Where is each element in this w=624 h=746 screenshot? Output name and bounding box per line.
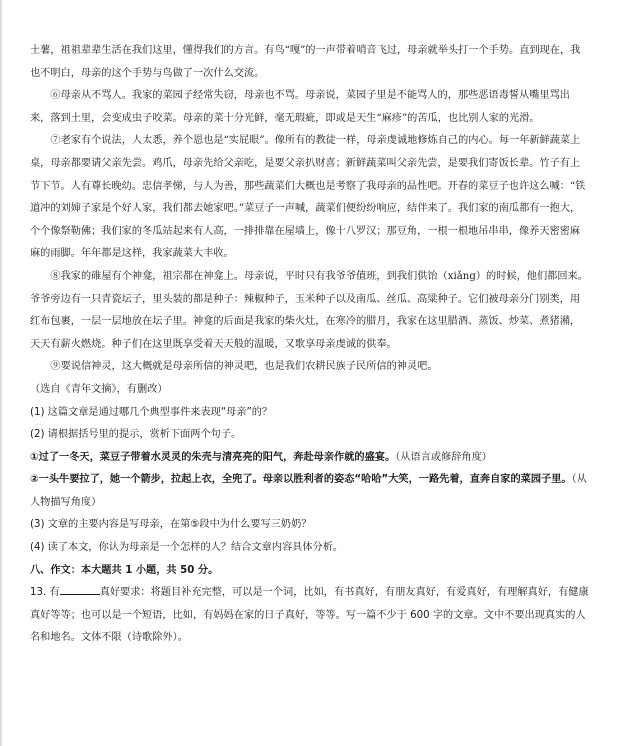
question-2-sentence-2-text: ②一头牛要拉了，她一个箭步，拉起上衣，全兜了。母亲以胜利者的姿态“哈哈”大笑，一路先着，直奔自家的菜园子里。	[30, 474, 572, 486]
question-3: (3) 文章的主要内容是写母亲，在第⑤段中为什么要写三奶奶？	[30, 519, 312, 531]
section-8-heading: 八、作文：本大题共 1 小题，共 50 分。	[30, 564, 219, 576]
question-13-prefix: 13. 有	[30, 587, 60, 599]
article-source: （选自《青年文摘》，有删改）	[30, 383, 168, 395]
question-2-sentence-1-text: ①过了一冬天，菜豆子带着水灵灵的朱壳与清亮亮的阳气，奔赴母亲作就的盛宴。	[30, 451, 396, 463]
article-paragraph-8: ⑧我家的碓屋有个神龛，祖宗都在神龛上。母亲说，平时只有我爷爷值班，到我们供饴（xiǎng）的时候，他们都回来。爷爷旁边有一只青瓷坛子，里头装的都是种子：辣椒种子，玉米种子以及南瓜、丝瓜、高粱种子。它们被母亲分门别类，用红布包裹，一层一层地放在坛子里。神龛的后面是我家的柴火灶，在寒冷的腊月，我家在这里腊酒、蒸饭、炒菜、煮猪潲，天天有薪火燃烧。种子们在这里既享受着天天般的温暖，又歌享母亲虔诚的供奉。	[30, 270, 588, 350]
question-2-sentence-1	[30, 447, 590, 470]
question-13-body: 真好要求：将题目补充完整，可以是一个词，比如，有书真好，有朋友真好，有爱真好，有理解真好，有健康真好等等；也可以是一个短语，比如，有妈妈在家的日子真好，等等。写一篇不少于 600 字的文章。文中不要出现真实的人名和地名。文体不限（诗歌除外）。	[30, 587, 589, 644]
question-2-sentence-1-hint: （从语言或修辞角度）	[395, 451, 492, 463]
question-2-sentence-2	[30, 469, 590, 514]
article-paragraph-7: ⑦老家有个说法，人太悉，养个恩也是“实屁眼”。像所有的教徒一样，母亲虔诚地修炼自己的内心。每一年新鲜蔬菜上桌，母亲都要请父亲先尝。鸡爪，母亲先给父亲吃，是要父亲扒财喜；新鲜蔬菜叫父亲先尝，是要我们寄饭长辈。竹子有上节下节。人有尊长晚幼。忠信孝悌，与人为善，那些蔬菜们大概也是考察了我母亲的品性吧。开春的菜豆子也许这么喊：“铁道冲的刘婶子家是个好人家，我们都去她家吧。”菜豆子一声喊，蔬菜们便纷纷响应，结伴来了。我们家的南瓜都有一抱大，个个像祭勒佛；我们家的冬瓜站起来有人高，一排排靠在屋墙上，像十八罗汉；那豆角，一根一根地吊串串，像养天密密麻麻的雨脚。年年都是这样，我家蔬菜大丰收。	[30, 135, 586, 260]
question-1: (1) 这篇文章是通过哪几个典型事件来表现“母亲”的？	[30, 406, 273, 418]
question-2: (2) 请根据括号里的提示，赏析下面两个句子。	[30, 429, 242, 441]
question-13	[30, 582, 590, 650]
question-13-blank	[60, 583, 100, 595]
scan-edge-shadow	[0, 0, 3, 746]
page-content	[30, 40, 590, 650]
question-2-sentence-2-hint: （从人物描写角度）	[30, 474, 587, 508]
article-paragraph-continued: 土薯，祖祖辈辈生活在我们这里，懂得我们的方言。有鸟“嘎”的一声带着哨音飞过，母亲就举头打一个手势。直到现在，我也不明白，母亲的这个手势与鸟做了一次什么交流。	[30, 45, 581, 79]
article-paragraph-6: ⑥母亲从不骂人。我家的菜园子经常失窃，母亲也不骂。母亲说，菜园子里是不能骂人的，那些恶语毒誓从嘴里骂出来，落到土里，会变成虫子咬菜。母亲的菜十分光鲜，毫无瑕疵，即或是天生“麻疹”的苦瓜，也比别人家的光滑。	[30, 90, 570, 124]
question-4: (4) 读了本文，你认为母亲是一个怎样的人？结合文章内容具体分析。	[30, 542, 344, 554]
article-paragraph-9: ⑨要说信神灵，这大概就是母亲所信的神灵吧，也是我们农耕民族子民所信的神灵吧。	[50, 361, 438, 373]
